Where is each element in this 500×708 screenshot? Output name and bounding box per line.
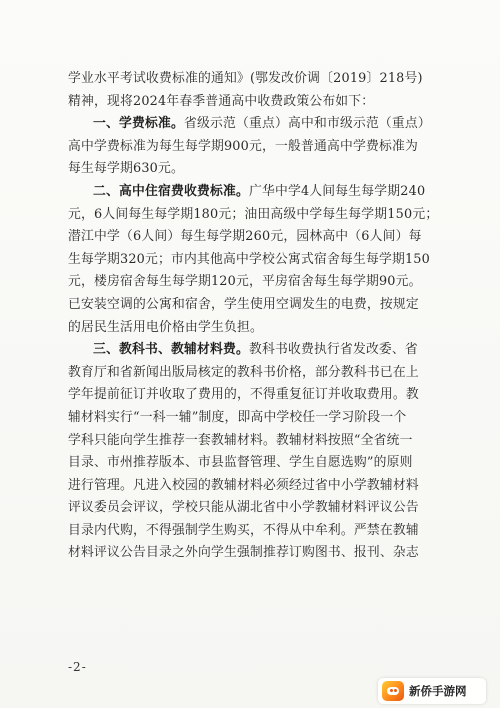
body-line: 目录内代购，不得强制学生购买，不得从中牟利。严禁在教辅 bbox=[68, 522, 419, 538]
section-2-heading: 二、高中住宿费收费标准。 bbox=[93, 183, 249, 199]
body-line: 的居民生活用电价格由学生负担。 bbox=[68, 319, 263, 335]
section-3-text: 教科书收费执行省发改委、省 bbox=[248, 342, 418, 358]
body-line: 教育厅和省新闻出版局核定的教科书价格，部分教科书已在上 bbox=[68, 364, 419, 380]
body-line: 每生每学期630元。 bbox=[68, 161, 185, 177]
gamepad-logo-icon bbox=[382, 681, 404, 701]
body-line: 已安装空调的公寓和宿舍，学生使用空调发生的电费，按规定 bbox=[68, 296, 419, 312]
body-line: 高中学费标准为每生每学期900元，一般普通高中学费标准为 bbox=[68, 138, 418, 154]
section-3-heading: 三、教科书、教辅材料费。 bbox=[93, 342, 249, 358]
body-line: 精神，现将2024年春季普通高中收费政策公布如下： bbox=[68, 93, 375, 109]
body-line: 进行管理。凡进入校园的教辅材料必须经过省中小学教辅材料 bbox=[68, 477, 419, 493]
section-2-text: 广华中学4人间每生每学期240 bbox=[248, 183, 426, 199]
section-1-heading: 一、学费标准。 bbox=[93, 116, 184, 132]
section-3-line bbox=[68, 339, 448, 362]
body-line: 学业水平考试收费标准的通知》(鄂发改价调〔2019〕218号) bbox=[68, 71, 423, 86]
page-number: -2- bbox=[68, 660, 87, 674]
section-1-text: 省级示范（重点）高中和市级示范（重点） bbox=[183, 116, 431, 132]
body-line: 学科只能向学生推荐一套教辅材料。教辅材料按照“全省统一 bbox=[68, 432, 413, 448]
watermark-site-name: 新侨手游网 bbox=[409, 684, 467, 698]
document-body bbox=[68, 68, 448, 565]
body-line: 潜江中学（6人间）每生每学期260元，园林高中（6人间）每 bbox=[68, 229, 422, 245]
body-line: 评议委员会评议，学校只能从湖北省中小学教辅材料评议公告 bbox=[68, 500, 419, 516]
body-line: 学年提前征订并收取了费用的，不得重复征订并收取费用。教 bbox=[68, 387, 419, 403]
section-2-line bbox=[68, 181, 448, 204]
body-line: 辅材料实行“一科一辅”制度，即高中学校任一学习阶段一个 bbox=[68, 409, 407, 425]
site-watermark[interactable] bbox=[378, 678, 486, 704]
body-line: 生每学期320元；市内其他高中学校公寓式宿舍每生每学期150 bbox=[68, 251, 430, 267]
body-line: 元，楼房宿舍每生每学期120元，平房宿舍每生每学期90元。 bbox=[68, 274, 422, 290]
body-line: 元，6人间每生每学期180元；油田高级中学每生每学期150元； bbox=[68, 206, 439, 222]
section-1-line bbox=[68, 113, 448, 136]
body-line: 目录、市州推荐版本、市县监督管理、学生自愿选购”的原则 bbox=[68, 455, 413, 471]
body-line: 材料评议公告目录之外向学生强制推荐订购图书、报刊、杂志 bbox=[68, 545, 419, 561]
